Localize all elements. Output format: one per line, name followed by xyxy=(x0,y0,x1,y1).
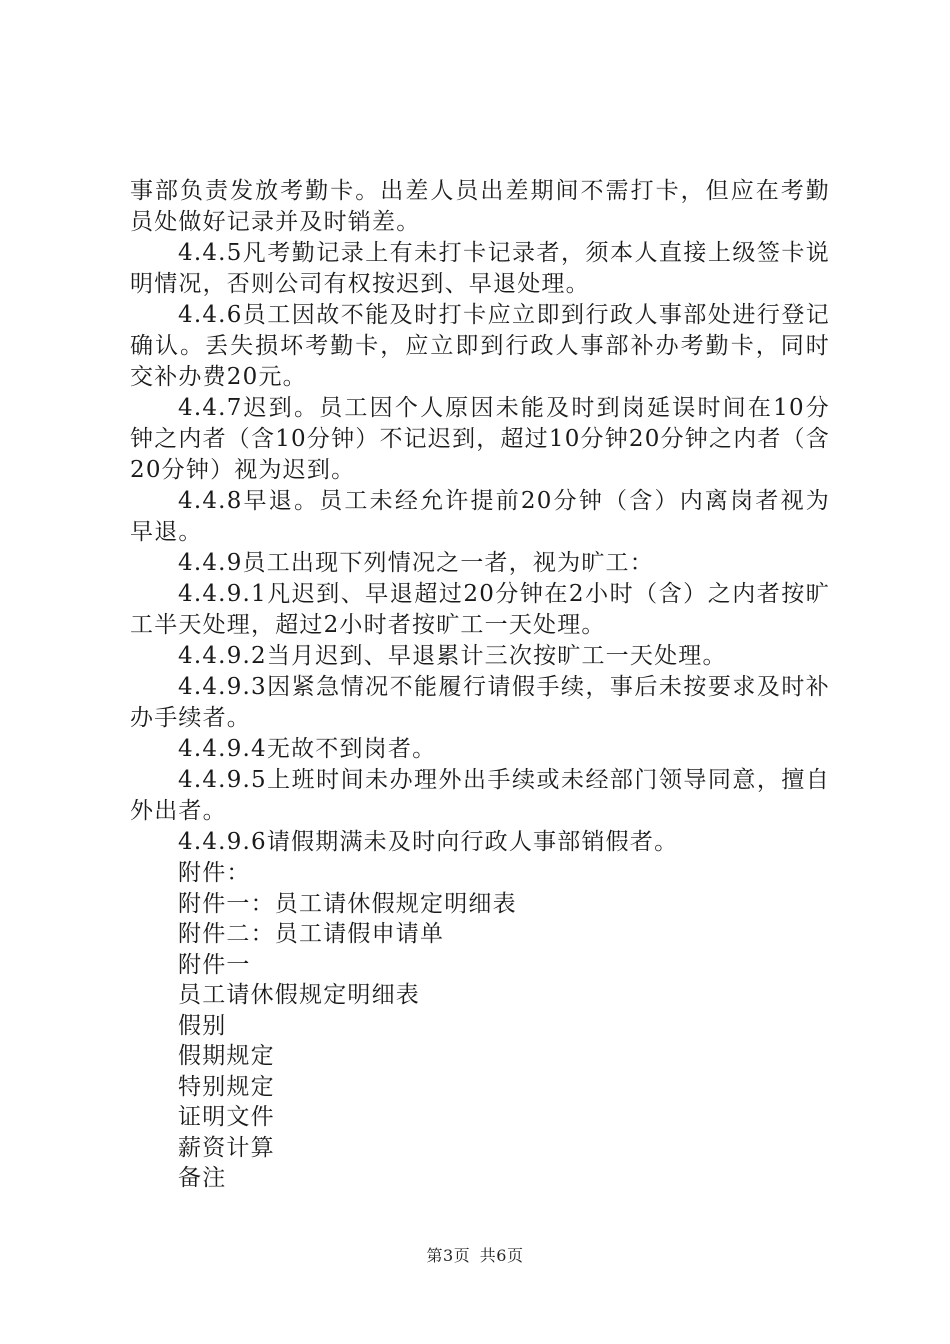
paragraph-clause-4-4-8: 4.4.8早退。员工未经允许提前20分钟（含）内离岗者视为早退。 xyxy=(130,488,830,545)
attachment-item-2: 附件二：员工请假申请单 xyxy=(178,921,445,947)
paragraph-clause-4-4-6: 4.4.6员工因故不能及时打卡应立即到行政人事部处进行登记确认。丢失损坏考勤卡，应立即到行政人事部补办考勤卡，同时交补办费20元。 xyxy=(130,302,830,390)
table-column-salary-calculation: 薪资计算 xyxy=(178,1134,275,1161)
paragraph-clause-4-4-9-3: 4.4.9.3因紧急情况不能履行请假手续，事后未按要求及时补办手续者。 xyxy=(130,674,830,731)
table-column-leave-rules: 假期规定 xyxy=(178,1043,275,1069)
appendix-label: 附件一 xyxy=(178,951,251,978)
paragraph-clause-4-4-5: 4.4.5凡考勤记录上有未打卡记录者，须本人直接上级签卡说明情况，否则公司有权按迟到、早退处理。 xyxy=(130,240,830,297)
appendix-title: 员工请休假规定明细表 xyxy=(178,982,420,1008)
paragraph-clause-4-4-7: 4.4.7迟到。员工因个人原因未能及时到岗延误时间在10分钟之内者（含10分钟）不记迟到，超过10分钟20分钟之内者（含20分钟）视为迟到。 xyxy=(130,395,830,483)
table-column-leave-type: 假别 xyxy=(178,1012,227,1039)
paragraph-clause-4-4-9: 4.4.9员工出现下列情况之一者，视为旷工： xyxy=(178,550,654,576)
paragraph-clause-4-4-9-1: 4.4.9.1凡迟到、早退超过20分钟在2小时（含）之内者按旷工半天处理，超过2小时者按旷工一天处理。 xyxy=(130,581,830,638)
attachment-item-1: 附件一：员工请休假规定明细表 xyxy=(178,890,517,917)
page-total: 共6页 xyxy=(479,1246,524,1265)
paragraph-clause-4-4-9-6: 4.4.9.6请假期满未及时向行政人事部销假者。 xyxy=(178,829,679,855)
page-footer xyxy=(0,1243,950,1266)
paragraph-clause-4-4-9-4: 4.4.9.4无故不到岗者。 xyxy=(178,736,437,762)
document-body xyxy=(130,176,830,1194)
table-column-proof-documents: 证明文件 xyxy=(178,1104,275,1130)
paragraph: 事部负责发放考勤卡。出差人员出差期间不需打卡，但应在考勤员处做好记录并及时销差。 xyxy=(130,178,830,235)
paragraph-clause-4-4-9-5: 4.4.9.5上班时间未办理外出手续或未经部门领导同意，擅自外出者。 xyxy=(130,767,830,824)
paragraph-clause-4-4-9-2: 4.4.9.2当月迟到、早退累计三次按旷工一天处理。 xyxy=(178,643,727,669)
page-number: 第3页 xyxy=(426,1246,471,1265)
table-column-remarks: 备注 xyxy=(178,1165,227,1191)
table-column-special-rules: 特别规定 xyxy=(178,1073,275,1100)
attachments-heading: 附件： xyxy=(178,860,251,886)
